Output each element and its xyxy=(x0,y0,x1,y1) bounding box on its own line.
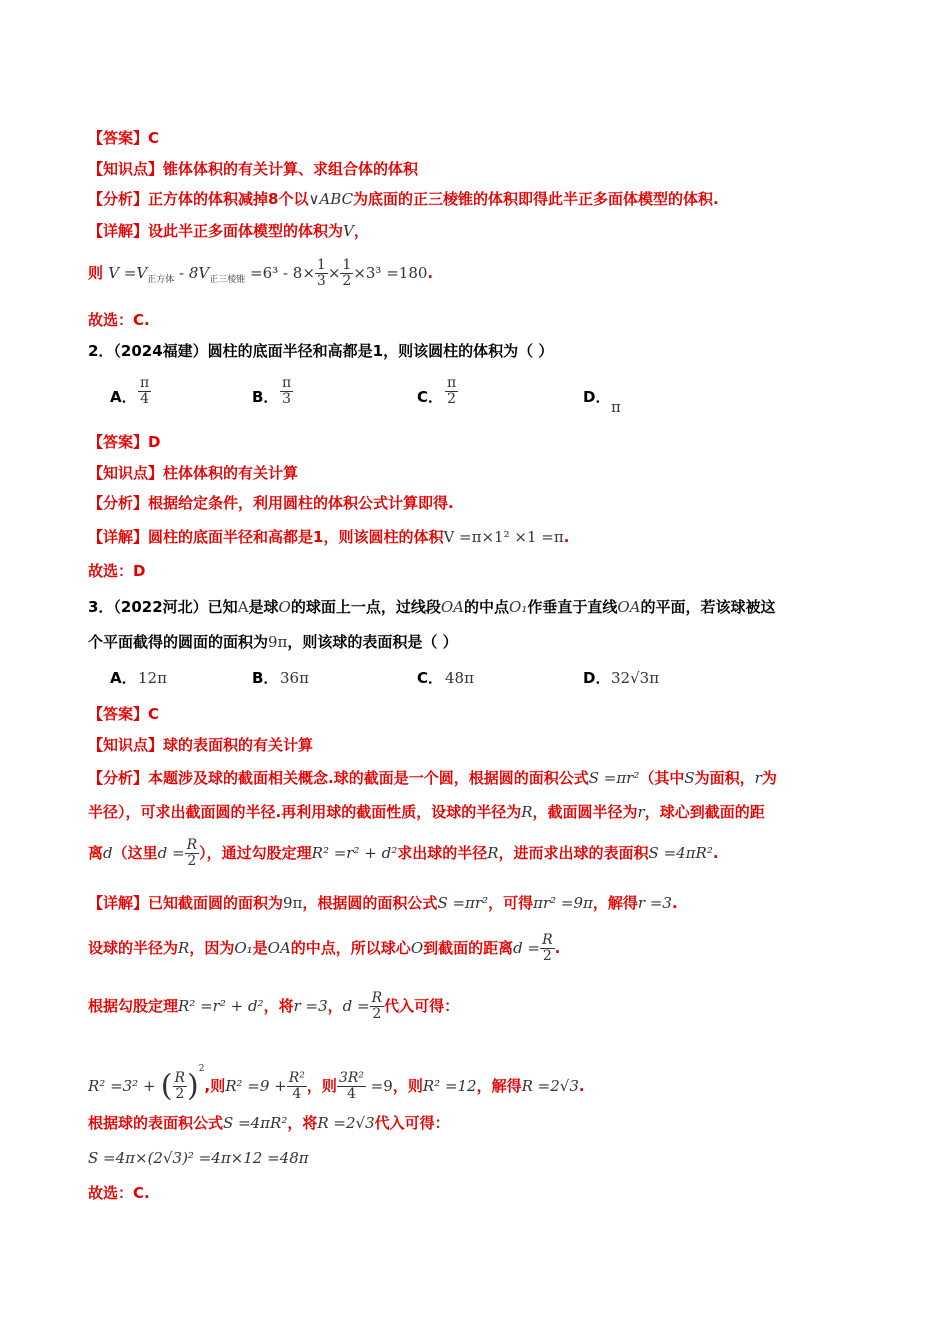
q3-detail-fraction-4: $\frac{\text{3R²}}{4}$ xyxy=(338,1070,364,1102)
q3-option-a-label: A． xyxy=(110,669,137,687)
q3-analysis-line2: 半径），可求出截面圆的半径.再利用球的截面性质，设球的半径为R，截面圆半径为r，球心到截面的距 xyxy=(88,803,765,821)
q3-detail-line2: 设球的半径为R，因为O₁是OA的中点，所以球心O到截面的距离d = $\frac{R}{2}$ . xyxy=(88,932,561,964)
q3-detail-line6: S =4π×(2√3)² =4π×12 =48π xyxy=(88,1149,309,1167)
q3-detail-line1: 【详解】已知截面圆的面积为9π，根据圆的面积公式S =πr²，可得πr² =9π，解得r =3. xyxy=(88,894,678,912)
q3-option-d-label: D． xyxy=(583,669,611,687)
q3-option-b-value: 36π xyxy=(280,669,309,687)
q2-option-a-value: $\frac{\pi}{4}$ xyxy=(140,375,150,407)
q2-option-a-label: A． xyxy=(110,388,137,406)
q1-knowledge: 【知识点】锥体体积的有关计算、求组合体的体积 xyxy=(88,160,419,178)
q1-detail: 【详解】设此半正多面体模型的体积为V， xyxy=(88,222,369,240)
q2-answer: 【答案】D xyxy=(88,433,161,451)
q2-option-d-value: π xyxy=(611,398,621,416)
q3-detail-fraction-1: $\frac{R}{2}$ xyxy=(542,932,553,964)
q3-analysis-fraction: $\frac{R}{2}$ xyxy=(186,837,198,869)
q3-conclusion: 故选：C. xyxy=(88,1184,150,1202)
q1-conclusion: 故选：C. xyxy=(88,311,150,329)
q1-fraction-1: $\frac{1}{3}$ xyxy=(316,257,326,289)
q3-knowledge: 【知识点】球的表面积的有关计算 xyxy=(88,736,314,754)
q2-conclusion: 故选：D xyxy=(88,562,146,580)
q3-option-a-value: 12π xyxy=(138,669,167,687)
q2-option-b-value: $\frac{\pi}{3}$ xyxy=(282,375,292,407)
q2-option-c-label: C． xyxy=(417,388,444,406)
q3-option-d-value: 32√3π xyxy=(611,669,660,687)
q3-stem-line1: 3．（2022河北）已知A是球O的球面上一点，过线段OA的中点O₁作垂直于直线OA的平面，若该球被这 xyxy=(88,598,776,616)
q2-stem: 2．（2024福建）圆柱的底面半径和高都是1，则该圆柱的体积为（ ） xyxy=(88,342,554,360)
q3-option-b-label: B． xyxy=(252,669,279,687)
q3-answer: 【答案】C xyxy=(88,705,160,723)
q1-analysis: 【分析】正方体的体积减掉8个以∨ABC为底面的正三棱锥的体积即得此半正多面体模型的体积. xyxy=(88,190,719,208)
q3-option-c-value: 48π xyxy=(445,669,474,687)
q3-detail-paren-fraction: $\frac{R}{2}$ xyxy=(174,1070,186,1102)
q1-answer: 【答案】C xyxy=(88,129,160,147)
q1-fraction-2: $\frac{1}{2}$ xyxy=(342,257,352,289)
q2-option-b-label: B． xyxy=(252,388,279,406)
q3-detail-line3: 根据勾股定理R² =r² + d²，将r =3，d = $\frac{R}{2}$ 代入可得： xyxy=(88,990,460,1022)
q3-analysis-line1: 【分析】本题涉及球的截面相关概念.球的截面是一个圆，根据圆的面积公式S =πr²（其中S为面积，r为 xyxy=(88,769,777,787)
q1-calculation: 则 $V =V_{正方体} - 8V_{正三棱锥} =6^3 - 8\times$ $\frac{1}{3}$ × $\frac{1}{2}$ ×3³ =180. xyxy=(88,257,434,289)
q3-stem-line2: 个平面截得的圆面的面积为9π，则该球的表面积是（ ） xyxy=(88,633,458,651)
q2-analysis: 【分析】根据给定条件，利用圆柱的体积公式计算即得. xyxy=(88,494,454,512)
q2-option-d-label: D． xyxy=(583,388,611,406)
q3-detail-line4: R² =3² + ( $\frac{R}{2}$ )$^2$,则R² =9 + $\frac{\text{R²}}{4}$ ，则 $\frac{\text{3R²}}{4}$ =9，则R² =12，解得R =2√3. xyxy=(88,1064,585,1104)
q3-detail-fraction-2: $\frac{R}{2}$ xyxy=(371,990,383,1022)
q3-detail-line5: 根据球的表面积公式S =4πR²，将R =2√3代入可得： xyxy=(88,1114,450,1132)
q3-detail-fraction-3: $\frac{\text{R²}}{4}$ xyxy=(288,1070,305,1102)
q3-analysis-line3: 离d（这里d = $\frac{R}{2}$ ），通过勾股定理R² =r² + d²求出球的半径R，进而求出球的表面积S =4πR². xyxy=(88,837,719,869)
q2-option-c-value: $\frac{\pi}{2}$ xyxy=(447,375,457,407)
q2-knowledge: 【知识点】柱体体积的有关计算 xyxy=(88,464,299,482)
q3-option-c-label: C． xyxy=(417,669,444,687)
q2-detail: 【详解】圆柱的底面半径和高都是1，则该圆柱的体积V =π×1² ×1 =π. xyxy=(88,528,570,546)
